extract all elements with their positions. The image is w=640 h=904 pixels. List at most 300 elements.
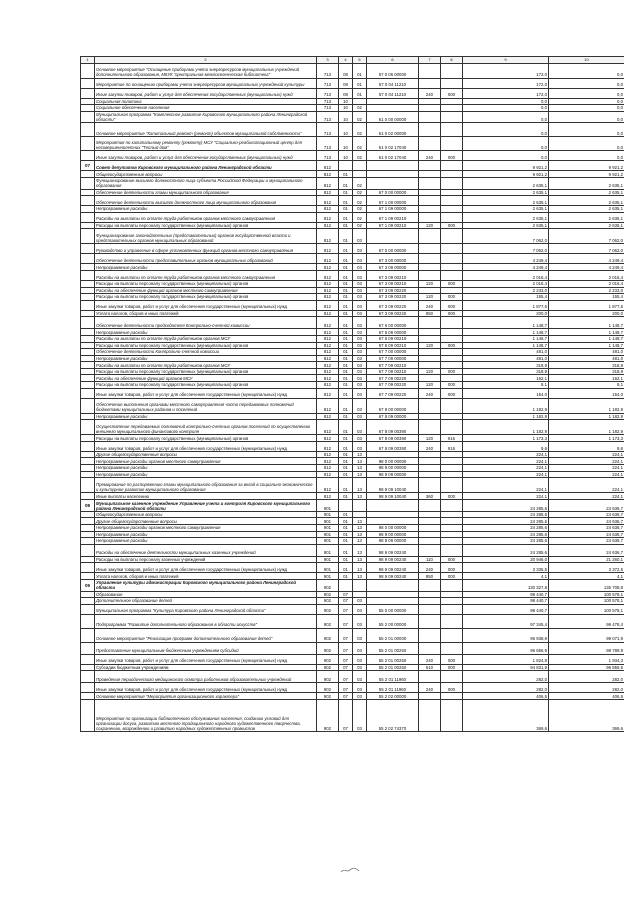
ved-code: 812: [317, 375, 339, 382]
expense-type-code: [419, 693, 441, 700]
expense-type-code: [419, 317, 441, 329]
section-code: 07: [339, 628, 353, 642]
section-number: [81, 531, 95, 538]
section-code: 07: [339, 671, 353, 683]
section-code: 01: [339, 458, 353, 465]
kosgu-code: [441, 693, 463, 700]
amount-year-2: 7 062,0: [549, 244, 625, 254]
expense-type-code: [419, 511, 441, 518]
subsection-code: 03: [353, 349, 367, 356]
amount-year-1: 200,0: [463, 310, 549, 317]
ved-code: 812: [317, 270, 339, 280]
ved-code: 812: [317, 413, 339, 420]
ved-code: 812: [317, 471, 339, 478]
target-article-code: 67 1 00 00000: [367, 196, 419, 206]
section-number: [81, 355, 95, 362]
amount-year-1: 224,1: [463, 478, 549, 493]
target-article-code: 55 2 02 00000: [367, 693, 419, 700]
amount-year-2: 0,0: [549, 111, 625, 123]
target-article-code: 55 2 01 00250: [367, 642, 419, 654]
amount-year-2: 162,1: [549, 375, 625, 382]
amount-year-2: 224,1: [549, 493, 625, 500]
subsection-code: 03: [353, 280, 367, 287]
amount-year-1: 96 938,9: [463, 628, 549, 642]
expense-type-code: 120: [419, 280, 441, 287]
section-number: [81, 196, 95, 206]
table-row: [81, 664, 625, 671]
target-article-code: 67 1 09 00000: [367, 206, 419, 213]
expense-type-code: 360: [419, 493, 441, 500]
ved-code: 901: [317, 525, 339, 532]
kosgu-code: 000: [441, 342, 463, 349]
target-article-code: [367, 177, 419, 189]
section-code: 01: [339, 196, 353, 206]
section-number: [81, 628, 95, 642]
amount-year-1: 0,0: [463, 151, 549, 161]
section-code: 01: [339, 465, 353, 472]
section-code: 01: [339, 525, 353, 532]
target-article-code: 67 8 09 00390: [367, 441, 419, 451]
amount-year-2: 8,1: [549, 382, 625, 389]
subsection-code: 03: [353, 628, 367, 642]
table-row: [81, 335, 625, 342]
amount-year-2: 1 148,7: [549, 329, 625, 336]
section-number: [81, 458, 95, 465]
target-article-code: 98 9 09 10040: [367, 493, 419, 500]
ved-code: 902: [317, 700, 339, 732]
section-number: [81, 544, 95, 556]
ved-code: 901: [317, 511, 339, 518]
target-article-code: 67 6 09 00000: [367, 329, 419, 336]
table-row: [81, 628, 625, 642]
target-article-code: 98 9 09 00240: [367, 556, 419, 563]
amount-year-2: 1 934,3: [549, 654, 625, 664]
amount-year-1: 2 635,1: [463, 177, 549, 189]
kosgu-code: 000: [441, 300, 463, 310]
kosgu-code: [441, 511, 463, 518]
section-number: [81, 683, 95, 693]
section-number: [81, 598, 95, 605]
section-code: [339, 499, 353, 511]
item-name: Непрограммные расходы: [95, 329, 317, 336]
item-name: Обеспечение деятельности высшего должностного лица муниципального образования: [95, 196, 317, 206]
subsection-code: [353, 591, 367, 598]
target-article-code: 57 0 04 11210: [367, 88, 419, 98]
subsection-code: 03: [353, 287, 367, 294]
table-row: [81, 458, 625, 465]
expense-type-code: [419, 229, 441, 244]
kosgu-code: [441, 244, 463, 254]
amount-year-2: 0,0: [549, 105, 625, 112]
section-number: [81, 88, 95, 98]
kosgu-code: 000: [441, 151, 463, 161]
amount-year-2: 2 016,4: [549, 280, 625, 287]
pen-mark-icon: [340, 866, 360, 874]
amount-year-1: 2 233,0: [463, 287, 549, 294]
subsection-code: [353, 98, 367, 105]
expense-type-code: 240: [419, 388, 441, 398]
kosgu-code: 000: [441, 294, 463, 301]
section-code: 07: [339, 604, 353, 614]
kosgu-code: [441, 591, 463, 598]
column-number: 5: [353, 57, 367, 64]
budget-document: [80, 56, 624, 846]
expense-type-code: 120: [419, 222, 441, 229]
target-article-code: 67 7 09 00210: [367, 368, 419, 375]
amount-year-2: 224,1: [549, 451, 625, 458]
expense-type-code: [419, 518, 441, 525]
ved-code: 812: [317, 420, 339, 435]
kosgu-code: [441, 229, 463, 244]
expense-type-code: [419, 420, 441, 435]
amount-year-1: 7 062,0: [463, 229, 549, 244]
amount-year-2: 2 635,1: [549, 196, 625, 206]
amount-year-1: 2 635,1: [463, 222, 549, 229]
table-row: [81, 287, 625, 294]
section-number: [81, 362, 95, 369]
expense-type-code: 120: [419, 368, 441, 375]
target-article-code: 98 9 09 00000: [367, 538, 419, 545]
item-name: Социальная политика: [95, 98, 317, 105]
section-code: 01: [339, 471, 353, 478]
amount-year-1: 2 635,1: [463, 212, 549, 222]
section-number: [81, 525, 95, 532]
expense-type-code: [419, 329, 441, 336]
target-article-code: 55 2 01 00250: [367, 654, 419, 664]
expense-type-code: 240: [419, 88, 441, 98]
amount-year-1: 4 249,4: [463, 254, 549, 264]
section-number: [81, 451, 95, 458]
expense-type-code: [419, 63, 441, 78]
kosgu-code: [441, 98, 463, 105]
ved-code: 812: [317, 161, 339, 171]
ved-code: 812: [317, 342, 339, 349]
item-name: Расходы на выплаты персоналу государственных (муниципальных) органов: [95, 435, 317, 442]
section-code: 01: [339, 441, 353, 451]
table-row: [81, 579, 625, 591]
expense-type-code: 850: [419, 310, 441, 317]
target-article-code: 98 9 09 00240: [367, 544, 419, 556]
item-name: Мероприятия по организации библиотечного обслуживания населения, созданию условий для организации досуга, развитию местного традиционного народного художественного творчества, сохранению, возрождению и развитию народных художественных промыслов: [95, 700, 317, 732]
item-name: Расходы на выплаты персоналу государственных (муниципальных) органов: [95, 280, 317, 287]
target-article-code: 55 2 00 00000: [367, 614, 419, 628]
section-code: 10: [339, 105, 353, 112]
amount-year-2: 3 372,5: [549, 563, 625, 573]
kosgu-code: [441, 206, 463, 213]
section-number: [81, 294, 95, 301]
section-code: 07: [339, 683, 353, 693]
ved-code: 812: [317, 355, 339, 362]
target-article-code: 98 9 09 10040: [367, 478, 419, 493]
expense-type-code: 110: [419, 556, 441, 563]
section-number: 09: [81, 579, 95, 591]
amount-year-1: 224,1: [463, 458, 549, 465]
kosgu-code: [441, 212, 463, 222]
section-number: [81, 368, 95, 375]
table-row: [81, 317, 625, 329]
expense-type-code: 240: [419, 151, 441, 161]
ved-code: 812: [317, 212, 339, 222]
amount-year-2: 96 855,5: [549, 664, 625, 671]
item-name: Муниципальная программа "Культура Кировского района Ленинградской области": [95, 604, 317, 614]
section-code: 07: [339, 654, 353, 664]
amount-year-1: 224,1: [463, 465, 549, 472]
target-article-code: 67 6 09 00210: [367, 342, 419, 349]
amount-year-2: 2 016,4: [549, 270, 625, 280]
table-row: [81, 270, 625, 280]
kosgu-code: [441, 335, 463, 342]
section-number: [81, 171, 95, 178]
expense-type-code: [419, 628, 441, 642]
subsection-code: 13: [353, 471, 367, 478]
item-name: Дополнительное образование детей: [95, 598, 317, 605]
subsection-code: [353, 171, 367, 178]
column-number: 10: [549, 57, 625, 64]
target-article-code: 67 7 00 00000: [367, 349, 419, 356]
amount-year-1: 97 345,4: [463, 614, 549, 628]
amount-year-2: 282,0: [549, 683, 625, 693]
section-code: 01: [339, 435, 353, 442]
table-row: [81, 683, 625, 693]
ved-code: 901: [317, 556, 339, 563]
table-row: [81, 598, 625, 605]
subsection-code: 03: [353, 310, 367, 317]
column-number: 3: [317, 57, 339, 64]
item-name: Другие общегосударственные вопросы: [95, 518, 317, 525]
item-name: Муниципальное казенное учреждение Управление учета и контроля Кировского муниципального района Ленинградской области: [95, 499, 317, 511]
item-name: Расходы на выплаты персоналу казенных учреждений: [95, 556, 317, 563]
section-number: [81, 465, 95, 472]
amount-year-2: 0,0: [549, 88, 625, 98]
amount-year-1: 96 656,9: [463, 642, 549, 654]
table-row: [81, 451, 625, 458]
table-row: [81, 329, 625, 336]
table-row: [81, 196, 625, 206]
item-name: Субсидии бюджетным учреждениям: [95, 664, 317, 671]
amount-year-1: 1 148,7: [463, 335, 549, 342]
table-row: [81, 177, 625, 189]
ved-code: 812: [317, 398, 339, 413]
kosgu-code: [441, 398, 463, 413]
ved-code: 901: [317, 563, 339, 573]
section-code: 10: [339, 123, 353, 137]
subsection-code: 03: [353, 300, 367, 310]
target-article-code: 67 3 09 00220: [367, 287, 419, 294]
item-name: Иные закупки товаров, работ и услуг для обеспечения государственных (муниципальных) нужд: [95, 563, 317, 573]
expense-type-code: [419, 98, 441, 105]
kosgu-code: [441, 579, 463, 591]
section-number: [81, 375, 95, 382]
ved-code: 713: [317, 98, 339, 105]
ved-code: 901: [317, 544, 339, 556]
target-article-code: [367, 499, 419, 511]
ved-code: 812: [317, 171, 339, 178]
amount-year-2: 24 636,7: [549, 531, 625, 538]
section-number: [81, 287, 95, 294]
section-code: 01: [339, 229, 353, 244]
item-name: Иные закупки товаров, работ и услуг для обеспечения государственных (муниципальных) нужд: [95, 300, 317, 310]
table-row: [81, 212, 625, 222]
section-code: 07: [339, 614, 353, 628]
amount-year-2: 1 148,7: [549, 342, 625, 349]
subsection-code: 01: [353, 88, 367, 98]
ved-code: 812: [317, 362, 339, 369]
amount-year-1: 9 921,2: [463, 171, 549, 178]
amount-year-1: 1 173,3: [463, 435, 549, 442]
subsection-code: 03: [353, 270, 367, 280]
item-name: Иные закупки товаров, работ и услуг для обеспечения государственных (муниципальных) нужд: [95, 683, 317, 693]
amount-year-1: 1 877,6: [463, 300, 549, 310]
target-article-code: 67 0 00 00000: [367, 244, 419, 254]
kosgu-code: [441, 598, 463, 605]
amount-year-2: 135 708,8: [549, 579, 625, 591]
target-article-code: 55 2 01 11960: [367, 671, 419, 683]
target-article-code: 61 0 02 17040: [367, 151, 419, 161]
subsection-code: 01: [353, 78, 367, 88]
section-number: [81, 222, 95, 229]
amount-year-1: 2 635,1: [463, 189, 549, 196]
section-number: [81, 329, 95, 336]
amount-year-2: 24 636,7: [549, 544, 625, 556]
amount-year-2: 318,9: [549, 362, 625, 369]
subsection-code: 03: [353, 368, 367, 375]
amount-year-1: 481,0: [463, 355, 549, 362]
amount-year-2: 224,1: [549, 471, 625, 478]
kosgu-code: [441, 525, 463, 532]
expense-type-code: [419, 78, 441, 88]
amount-year-2: 24 636,7: [549, 499, 625, 511]
amount-year-1: 4 249,4: [463, 264, 549, 271]
table-row: [81, 700, 625, 732]
table-row: [81, 604, 625, 614]
expense-type-code: [419, 161, 441, 171]
expense-type-code: [419, 531, 441, 538]
expense-type-code: 120: [419, 294, 441, 301]
kosgu-code: 000: [441, 368, 463, 375]
expense-type-code: 850: [419, 573, 441, 580]
subsection-code: 03: [353, 654, 367, 664]
target-article-code: 55 2 01 00250: [367, 664, 419, 671]
item-name: Основное мероприятие "Реализация программ дополнительного образования детей": [95, 628, 317, 642]
table-row: [81, 63, 625, 78]
section-code: 01: [339, 212, 353, 222]
section-number: [81, 335, 95, 342]
expense-type-code: [419, 671, 441, 683]
amount-year-2: 2 635,1: [549, 177, 625, 189]
subsection-code: 02: [353, 105, 367, 112]
amount-year-1: 282,0: [463, 683, 549, 693]
section-code: 08: [339, 63, 353, 78]
kosgu-code: [441, 264, 463, 271]
target-article-code: 98 0 00 00000: [367, 525, 419, 532]
section-number: [81, 98, 95, 105]
table-row: [81, 294, 625, 301]
expense-type-code: [419, 362, 441, 369]
section-code: 01: [339, 317, 353, 329]
ved-code: 812: [317, 349, 339, 356]
subsection-code: 03: [353, 420, 367, 435]
item-name: Расходы на выплаты персоналу государственных (муниципальных) органов: [95, 294, 317, 301]
section-code: 01: [339, 342, 353, 349]
amount-year-1: 0,0: [463, 105, 549, 112]
section-number: [81, 435, 95, 442]
expense-type-code: 120: [419, 382, 441, 389]
item-name: Обеспечение деятельности представительных органов муниципальных образований: [95, 254, 317, 264]
subsection-code: 13: [353, 563, 367, 573]
amount-year-2: 224,1: [549, 465, 625, 472]
target-article-code: 67 8 09 00390: [367, 435, 419, 442]
section-code: 07: [339, 664, 353, 671]
section-code: 01: [339, 329, 353, 336]
ved-code: 812: [317, 254, 339, 264]
kosgu-code: 000: [441, 683, 463, 693]
target-article-code: [367, 598, 419, 605]
target-article-code: 98 9 09 00240: [367, 563, 419, 573]
amount-year-2: 9 921,2: [549, 171, 625, 178]
target-article-code: 55 0 00 00000: [367, 604, 419, 614]
kosgu-code: 000: [441, 556, 463, 563]
section-code: 01: [339, 264, 353, 271]
expense-type-code: 240: [419, 683, 441, 693]
item-name: Расходы на выплаты персоналу государственных (муниципальных) органов: [95, 382, 317, 389]
subsection-code: 02: [353, 212, 367, 222]
amount-year-1: 224,1: [463, 471, 549, 478]
item-name: Обеспечение выполнения органами местного самоуправления части передаваемых полномочий бюджетами муниципальных районов и поселений: [95, 398, 317, 413]
item-name: Непрограммные расходы: [95, 264, 317, 271]
expense-type-code: [419, 177, 441, 189]
amount-year-2: 200,0: [549, 310, 625, 317]
column-number: 6: [367, 57, 419, 64]
section-number: [81, 189, 95, 196]
ved-code: 713: [317, 63, 339, 78]
subsection-code: [353, 161, 367, 171]
subsection-code: 02: [353, 137, 367, 151]
kosgu-code: 916: [441, 441, 463, 451]
budget-table: [80, 56, 624, 732]
table-row: [81, 78, 625, 88]
section-number: [81, 63, 95, 78]
target-article-code: [367, 161, 419, 171]
ved-code: 812: [317, 264, 339, 271]
subsection-code: 03: [353, 441, 367, 451]
subsection-code: 03: [353, 355, 367, 362]
section-code: 01: [339, 362, 353, 369]
table-row: [81, 525, 625, 532]
table-row: [81, 382, 625, 389]
kosgu-code: [441, 451, 463, 458]
ved-code: 713: [317, 78, 339, 88]
amount-year-1: 1 182,9: [463, 398, 549, 413]
subsection-code: 03: [353, 329, 367, 336]
table-row: [81, 98, 625, 105]
section-code: 01: [339, 518, 353, 525]
table-row: [81, 556, 625, 563]
kosgu-code: [441, 538, 463, 545]
target-article-code: [367, 105, 419, 112]
kosgu-code: [441, 349, 463, 356]
amount-year-2: 24 636,7: [549, 511, 625, 518]
ved-code: 902: [317, 693, 339, 700]
subsection-code: 03: [353, 335, 367, 342]
ved-code: 713: [317, 137, 339, 151]
subsection-code: 02: [353, 206, 367, 213]
table-row: [81, 614, 625, 628]
subsection-code: 02: [353, 151, 367, 161]
kosgu-code: 000: [441, 573, 463, 580]
column-number: 8: [441, 57, 463, 64]
amount-year-2: 1 173,3: [549, 435, 625, 442]
subsection-code: 03: [353, 264, 367, 271]
